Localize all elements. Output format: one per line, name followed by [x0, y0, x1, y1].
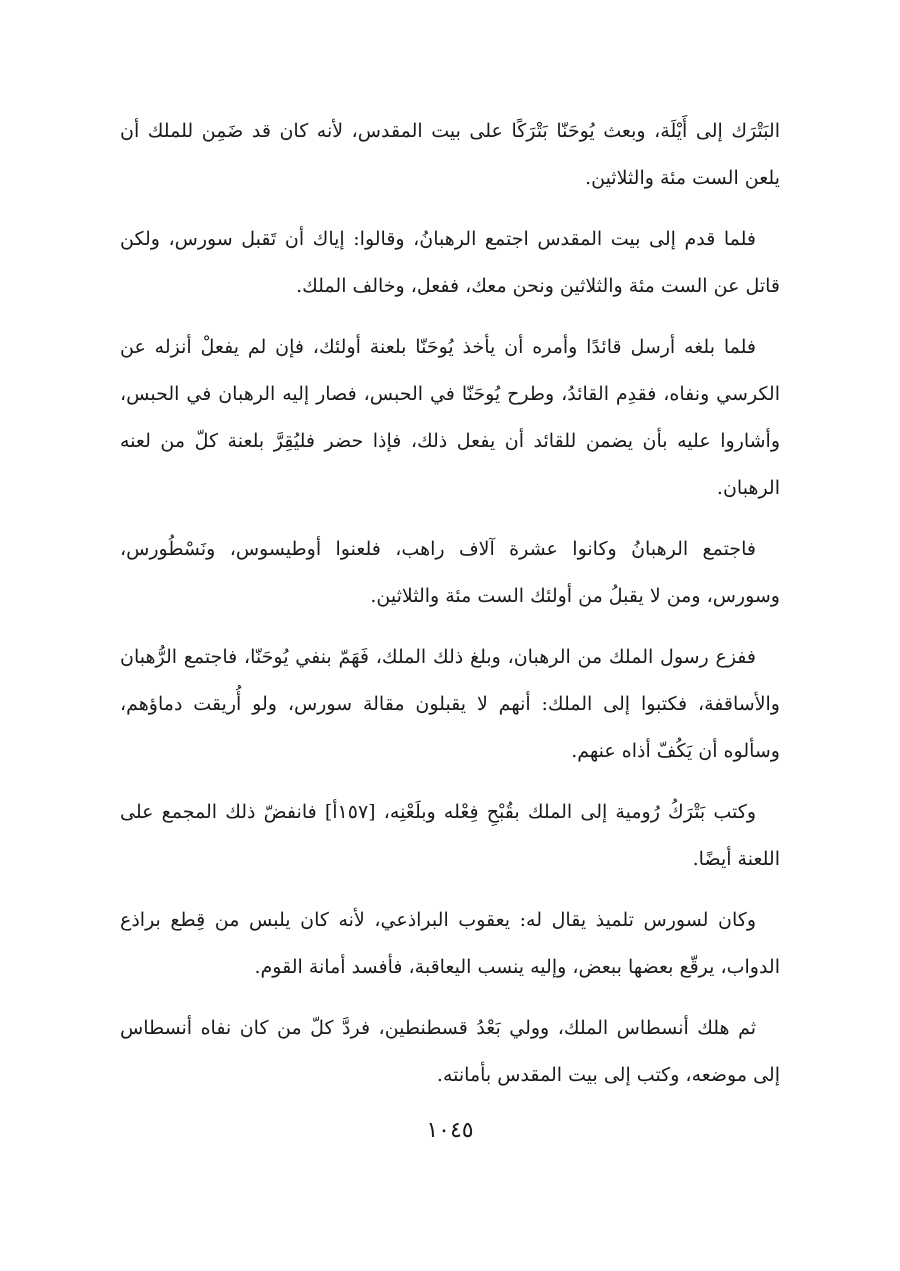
paragraph-8: ثم هلك أنسطاس الملك، وولي بَعْدُ قسطنطين، فردَّ كلّ من كان نفاه أنسطاس إلى موضعه، وكتب إلى بيت المقدس بأمانته.: [120, 1017, 780, 1086]
paragraph-2: فلما قدم إلى بيت المقدس اجتمع الرهبانُ، وقالوا: إياك أن تَقبل سورس، ولكن قاتل عن الست مئة والثلاثين ونحن معك، ففعل، وخالف الملك.: [120, 228, 780, 297]
paragraph-7: وكان لسورس تلميذ يقال له: يعقوب البراذعي، لأنه كان يلبس من قِطع براذع الدواب، يرقّع بعضها ببعض، وإليه ينسب اليعاقبة، فأفسد أمانة القوم.: [120, 909, 780, 978]
page-body: [120, 108, 780, 1198]
paragraph-4: فاجتمع الرهبانُ وكانوا عشرة آلاف راهب، فلعنوا أوطيسوس، ونَسْطُورس، وسورس، ومن لا يقبلُ من أولئك الست مئة والثلاثين.: [120, 538, 780, 607]
paragraph-5: ففزع رسول الملك من الرهبان، وبلغ ذلك الملك، فَهَمّ بنفي يُوحَنّا، فاجتمع الرُّهبان والأساقفة، فكتبوا إلى الملك: أنهم لا يقبلون مقالة سورس، ولو أُريقت دماؤهم، وسألوه أن يَكُفّ أذاه عنهم.: [120, 646, 780, 762]
page-number: ١٠٤٥: [426, 1118, 474, 1143]
paragraph-1: البَتْرَك إلى أَيْلَة، وبعث يُوحَنّا بَتْرَكًا على بيت المقدس، لأنه كان قد ضَمِن للملك أن يلعن الست مئة والثلاثين.: [120, 120, 780, 189]
paragraph-3: فلما بلغه أرسل قائدًا وأمره أن يأخذ يُوحَنّا بلعنة أولئك، فإن لم يفعلْ أنزله عن الكرسي ونفاه، فقدِم القائدُ، وطرح يُوحَنّا في الحبس، فصار إليه الرهبان في الحبس، وأشاروا عليه بأن يضمن للقائد أن يفعل ذلك، فإذا حضر فليُقِرَّ بلعنة كلّ من لعنه الرهبان.: [120, 336, 780, 499]
paragraph-6: وكتب بَتْرَكُ رُومية إلى الملك بقُبْحِ فِعْله وبلَعْنِه، [١٥٧أ] فانفضّ ذلك المجمع على اللعنة أيضًا.: [120, 801, 780, 870]
